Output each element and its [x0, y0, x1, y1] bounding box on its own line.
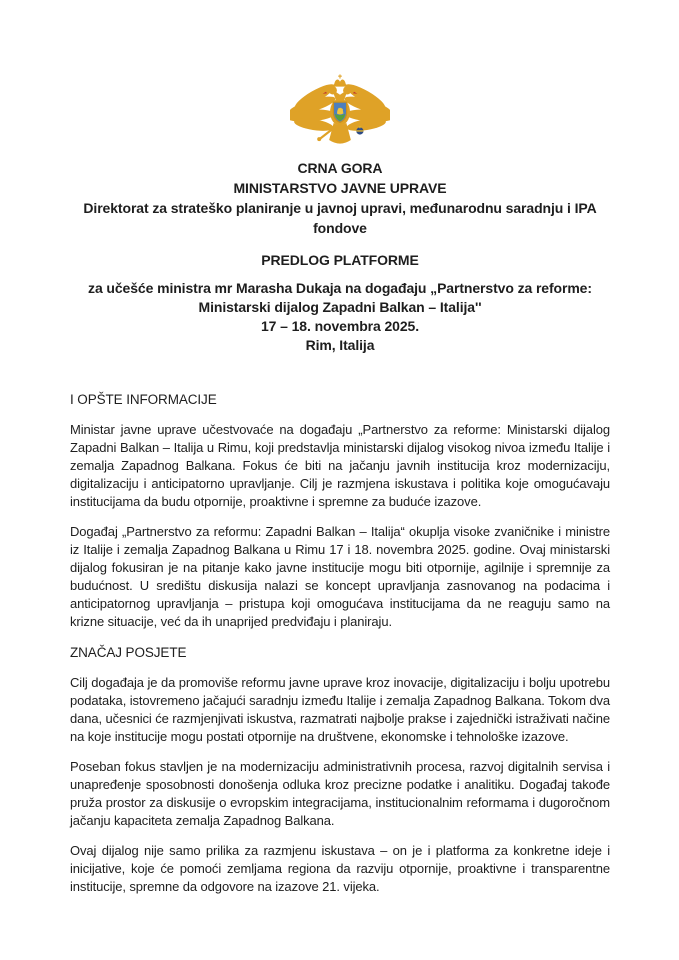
section-heading-opste-informacije: I OPŠTE INFORMACIJE — [70, 392, 217, 407]
event-location: Rim, Italija — [305, 337, 375, 353]
coat-of-arms-graphic — [290, 74, 390, 150]
paragraph: Cilj događaja je da promoviše reformu javne uprave kroz inovacije, digitalizaciju i bolju upotrebu podataka, istovremeno jačajući saradnju između Italije i zemalja Zapadnog Balkana. Tokom dva dana, učesnici će razmjenjivati iskustva, razmatrati najbolje prakse i zajednički istraživati načine na koje institucije mogu postati otpornije na društvene, ekonomske i tehnološke izazove. — [70, 675, 610, 744]
document-title: PREDLOG PLATFORME — [261, 252, 419, 268]
event-details — [70, 279, 610, 355]
directorate-name: Direktorat za strateško planiranje u javnoj upravi, međunarodnu saradnju i IPA fondove — [83, 200, 597, 236]
paragraph: Ovaj dijalog nije samo prilika za razmjenu iskustava – on je i platforma za konkretne ideje i inicijative, koje će pomoći zemljama regiona da razviju otpornije, proaktivne i transparentne institucije, spremne da odgovore na izazove 21. vijeka. — [70, 843, 610, 894]
letterhead — [70, 158, 610, 238]
section-opste-informacije — [70, 391, 610, 631]
paragraph: Ministar javne uprave učestvovaće na događaju „Partnerstvo za reforme: Ministarski dijalog Zapadni Balkan – Italija u Rimu, koji predstavlja ministarski dijalog visokog nivoa između Italije i zemalja Zapadnog Balkana. Fokus će biti na jačanju javnih institucija kroz modernizaciju, digitalizaciju i anticipatorno upravljanje. Cilj je razmjena iskustava i politika koje omogućavaju institucijama da budu otpornije, proaktivne i spremne za buduće izazove. — [70, 422, 610, 509]
paragraph: Poseban fokus stavljen je na modernizaciju administrativnih procesa, razvoj digitalnih servisa i unapređenje sposobnosti donošenja odluka kroz precizne podatke i analitiku. Događaj takođe pruža prostor za diskusije o evropskim integracijama, institucionalnim reformama i dugoročnom jačanju kapaciteta zemalja Zapadnog Balkana. — [70, 759, 610, 828]
event-subject: za učešće ministra mr Marasha Dukaja na događaju „Partnerstvo za reforme: Ministarski dijalog Zapadni Balkan – Italija'' — [88, 280, 592, 315]
event-dates: 17 – 18. novembra 2025. — [260, 318, 420, 334]
paragraph: Događaj „Partnerstvo za reformu: Zapadni Balkan – Italija“ okuplja visoke zvaničnike i ministre iz Italije i zemalja Zapadnog Balkana u Rimu 17 i 18. novembra 2025. godine. Ovaj ministarski dijalog fokusiran je na pitanje kako javne institucije mogu biti otpornije, agilnije i spremnije za budućnost. U središtu diskusija nalazi se koncept upravljanja zasnovanog na podacima i anticipatornog upravljanja – pristupa koji omogućava institucijama da ne reaguju samo na krizne situacije, već da ih unaprijed predviđaju i planiraju. — [70, 524, 610, 629]
montenegro-coat-of-arms-icon — [70, 74, 610, 152]
section-heading-znacaj-posjete: ZNAČAJ POSJETE — [70, 645, 187, 660]
country-name: CRNA GORA — [297, 160, 383, 176]
ministry-name: MINISTARSTVO JAVNE UPRAVE — [233, 180, 447, 196]
section-znacaj-posjete — [70, 644, 610, 896]
